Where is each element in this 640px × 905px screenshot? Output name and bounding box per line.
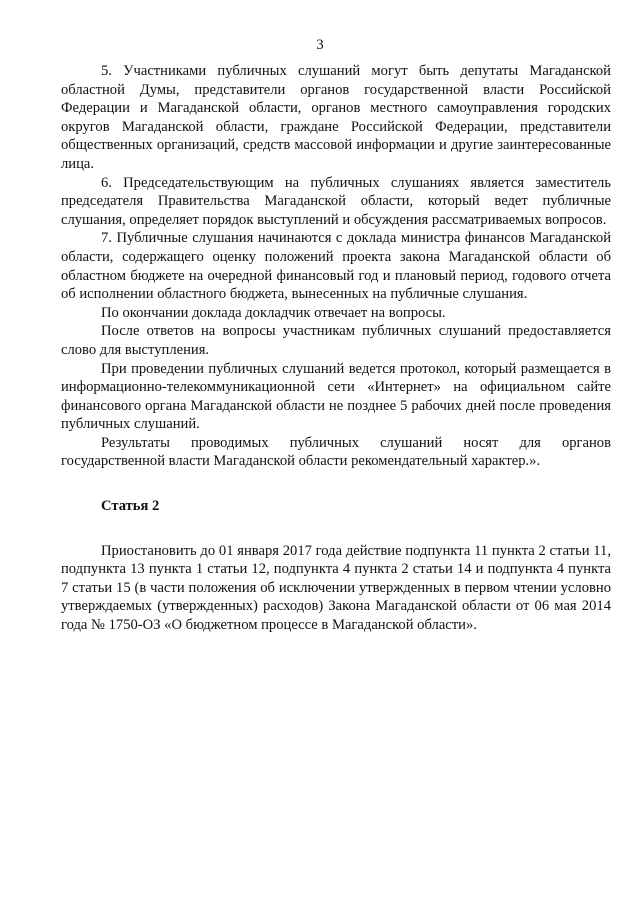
paragraph-item-7: 7. Публичные слушания начинаются с доклада министра финансов Магаданской области, содержащего оценку положений проекта закона Магаданской области об областном бюджете на очередной финансовый год и плановый период, годового отчета об исполнении областного бюджета, вынесенных на публичные слушания. <box>61 230 611 303</box>
paragraph-item-6: 6. Председательствующим на публичных слушаниях является заместитель председателя Правительства Магаданской области, который ведет публичные слушания, определяет порядок выступлений и обсуждения рассматриваемых вопросов. <box>61 174 611 228</box>
document-body <box>61 62 611 635</box>
paragraph-item-5: 5. Участниками публичных слушаний могут быть депутаты Магаданской областной Думы, представители органов государственной власти Российской Федерации и Магаданской области, органов местного самоуправления городских округов Магаданской области, граждане Российской Федерации, представители общественных организаций, средств массовой информации и другие заинтересованные лица. <box>61 63 611 172</box>
paragraph-questions: По окончании доклада докладчик отвечает на вопросы. <box>101 304 446 321</box>
paragraph-protocol: При проведении публичных слушаний ведется протокол, который размещается в информационно-телекоммуникационной сети «Интернет» на официальном сайте финансового органа Магаданской области не позднее 5 рабочих дней после проведения публичных слушаний. <box>61 360 611 433</box>
paragraph-speeches: После ответов на вопросы участникам публичных слушаний предоставляется слово для выступления. <box>61 323 611 358</box>
article-heading: Статья 2 <box>101 498 160 515</box>
paragraph-article-2: Приостановить до 01 января 2017 года действие подпункта 11 пункта 2 статьи 11, подпункта 13 пункта 1 статьи 12, подпункта 4 пункта 2 статьи 14 и подпункта 4 пункта 7 статьи 15 (в части положения об исключении утвержденных в первом чтении условно утверждаемых (утвержденных) расходов) Закона Магаданской области от 06 мая 2014 года № 1750-ОЗ «О бюджетном процессе в Магаданской области». <box>61 542 611 634</box>
page-number: 3 <box>316 37 324 53</box>
paragraph-results: Результаты проводимых публичных слушаний носят для органов государственной власти Магаданской области рекомендательный характер.». <box>61 434 611 470</box>
